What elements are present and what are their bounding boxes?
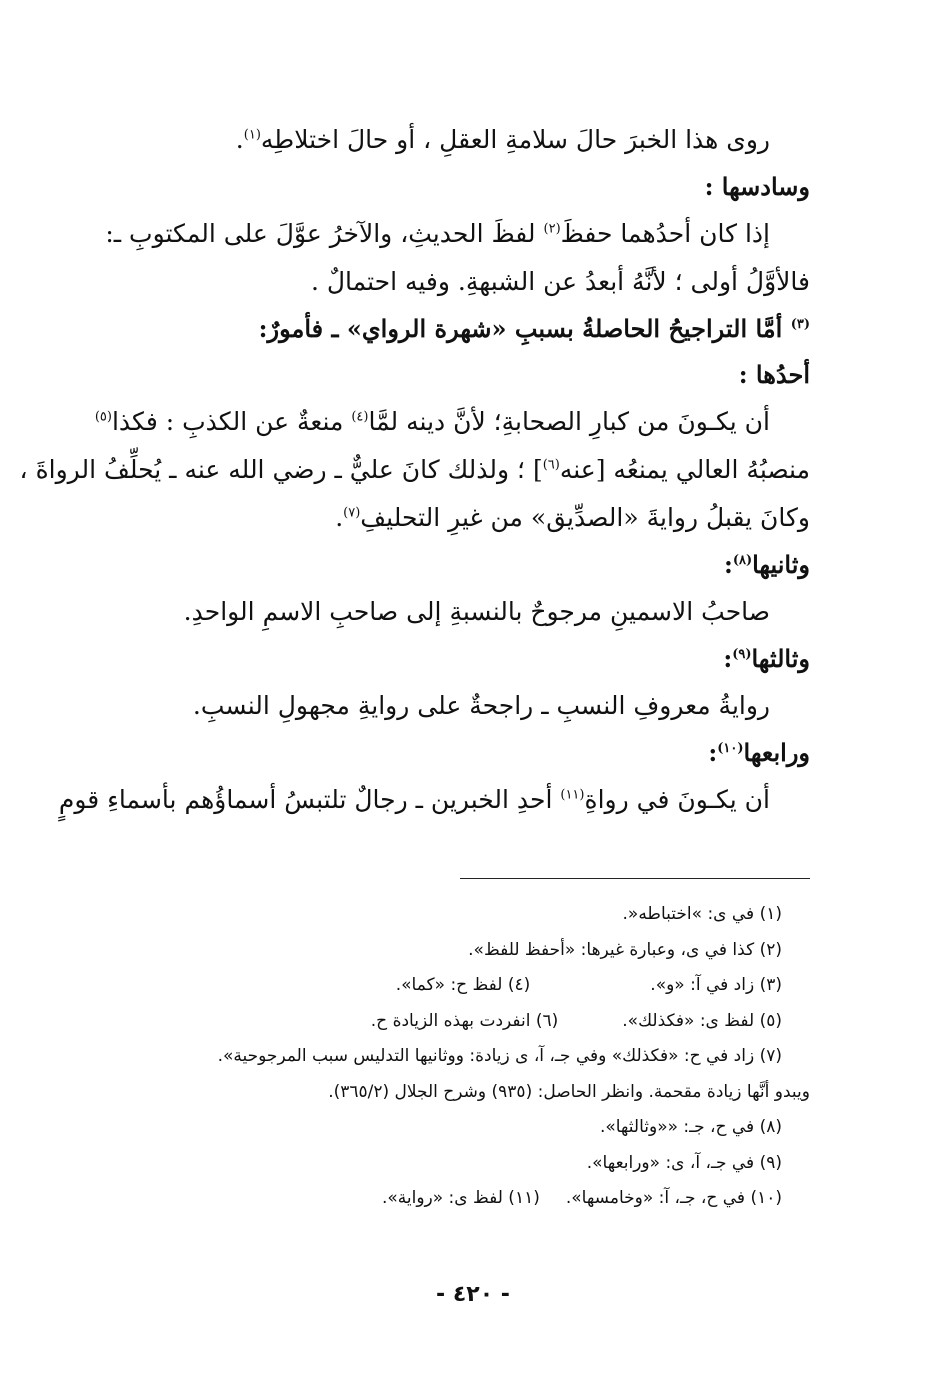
heading-text: وثانيها <box>752 550 810 579</box>
footnote-ref[interactable]: (٥) <box>94 409 112 425</box>
footnote-ref[interactable]: (٢) <box>543 221 561 237</box>
text-span: منصبُهُ العالي يمنعُه [عنه <box>559 455 810 484</box>
heading-first: أحدُها : <box>738 360 810 389</box>
heading-text: وثالثها <box>751 644 810 673</box>
heading-third <box>130 636 810 682</box>
footnotes <box>130 897 810 1217</box>
text-span: أن يكـونَ من كبارِ الصحابةِ؛ لأنَّ دينه لمَّا <box>368 407 770 436</box>
footnote-ref[interactable]: (٤) <box>351 409 369 425</box>
text-span: إذا كان أحدُهما حفظَ <box>560 219 770 248</box>
footnote-ref[interactable]: (٧) <box>343 505 361 521</box>
text-line <box>130 494 810 542</box>
text-span: أحدِ الخبرين ـ رجالٌ تلتبسُ أسماؤُهم بأسماءِ قومٍ <box>58 785 553 814</box>
footnote-ref[interactable]: (١٠) <box>717 741 744 756</box>
footnote-row <box>130 968 810 1004</box>
footnote-6: (٦) انفردت بهذه الزيادة ح. <box>370 1010 559 1031</box>
text-line <box>94 398 810 446</box>
heading-fourth <box>130 730 810 776</box>
text-line <box>58 776 810 824</box>
text-span: أن يكـونَ في رواةِ <box>584 785 770 814</box>
text-span: ] ؛ ولذلك كانَ عليٌّ ـ رضي الله عنه ـ يُحلِّفُ الرواةَ ، <box>19 455 543 484</box>
footnote-5: (٥) لفظ ى: «فكذلك». <box>622 1010 782 1031</box>
footnote-2: (٢) كذا في ى، وعبارة غيرها: «أحفظ للفظ». <box>468 939 782 960</box>
text-line: روايةُ معروفِ النسبِ ـ راجحةٌ على روايةِ مجهولِ النسبِ. <box>192 691 770 720</box>
footnote-3: (٣) زاد في آ: «و». <box>650 975 782 995</box>
footnote-row <box>130 1181 810 1217</box>
heading-sixth: وسادسها : <box>704 172 810 201</box>
footnote-8: (٨) في ح، جـ: ««وثالثها». <box>599 1117 782 1137</box>
footnote-ref[interactable]: (١١) <box>560 787 585 803</box>
footnote-11: (١١) لفظ ى: «رواية». <box>381 1188 540 1208</box>
text-span: . <box>235 125 244 154</box>
heading-text: : <box>723 550 733 579</box>
text-line: صاحبُ الاسمينِ مرجوحٌ بالنسبةِ إلى صاحبِ الاسمِ الواحدِ. <box>183 597 770 626</box>
footnote-ref[interactable]: (٣) <box>790 317 810 332</box>
footnote-ref[interactable]: (٨) <box>732 553 753 568</box>
text-span: . <box>335 503 344 532</box>
footnote-divider <box>460 878 810 879</box>
footnote-row <box>130 1004 810 1040</box>
text-line <box>19 446 810 494</box>
page-number: - ٤٢٠ - <box>436 1282 510 1307</box>
heading-second <box>130 542 810 588</box>
footnote-9: (٩) في جـ، آ، ى: «ورابعها». <box>586 1152 782 1173</box>
text-span: وكانَ يقبلُ روايةَ «الصدِّيق» من غيرِ التحليفِ <box>360 503 810 532</box>
text-span: منعةٌ عن الكذبِ : فكذا <box>111 407 344 436</box>
footnote-4: (٤) لفظ ح: «كما». <box>395 975 531 995</box>
footnote-1: (١) في ى: »اختباطه«. <box>622 904 782 924</box>
heading-text: ورابعها <box>743 738 810 767</box>
footnote-ref[interactable]: (٦) <box>542 457 560 473</box>
footnote-ref[interactable]: (١) <box>243 127 261 143</box>
footnote-ref[interactable]: (٩) <box>732 647 752 662</box>
text-line: فالأوَّلُ أولى ؛ لأنَّهُ أبعدُ عن الشبهةِ. وفيه احتمالٌ . <box>310 267 810 296</box>
text-line <box>105 210 810 258</box>
heading-fame <box>130 306 810 352</box>
footnote-7: (٧) زاد في ح: «فكذلك» وفي جـ، آ، ى زيادة: ووثانيها التدليس سبب المرجوحية». <box>217 1046 782 1066</box>
text-span: روى هذا الخبرَ حالَ سلامةِ العقلِ ، أو حالَ اختلاطِه <box>260 125 770 154</box>
text-line <box>130 116 810 164</box>
main-text <box>19 116 810 824</box>
heading-text: أمَّا التراجيحُ الحاصلةُ بسببِ «شهرة الرواي» ـ فأمورٌ: <box>258 314 783 343</box>
text-span: لفظَ الحديثِ، والآخرُ عوَّلَ على المكتوبِ ـ: <box>105 219 536 248</box>
heading-text: : <box>708 738 718 767</box>
footnote-7-continued: ويبدو أنَّها زيادة مقحمة. وانظر الحاصل: (٩٣٥) وشرح الجلال (٣٦٥/٢). <box>328 1081 810 1102</box>
heading-text: : <box>723 644 733 673</box>
footnote-10: (١٠) في ح، جـ، آ: «وخامسها». <box>565 1188 782 1208</box>
